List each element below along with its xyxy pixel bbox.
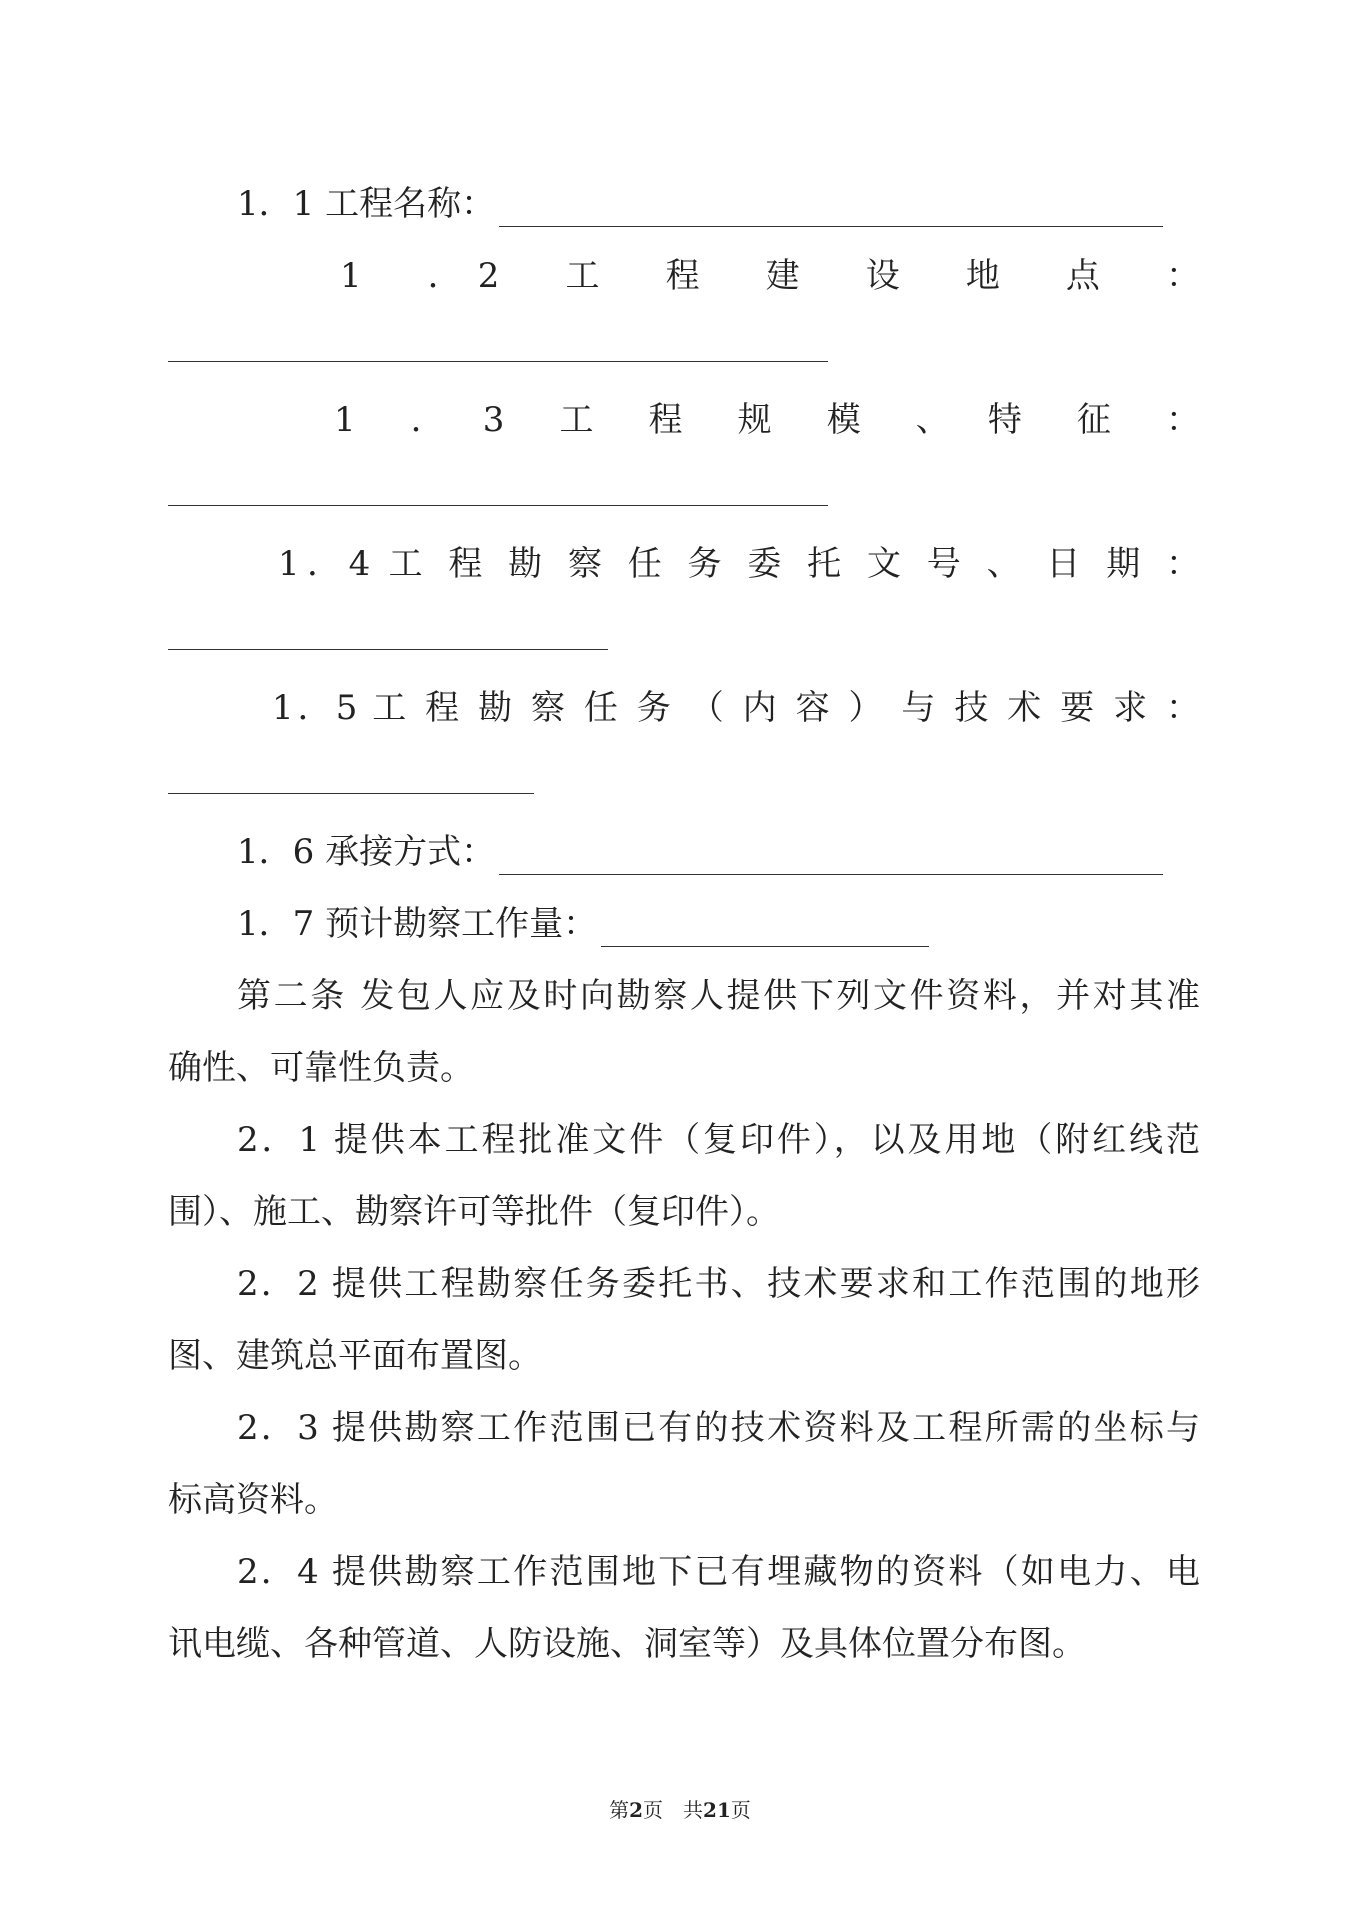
item-1-2: 1 ．2 工 程 建 设 地 点 ： (340, 256, 1200, 296)
item-1-7-label: 1．7 预计勘察工作量： (237, 904, 598, 944)
item-1-5: 1．5 工 程 勘 察 任 务 （ 内 容 ） 与 技 术 要 求 ： (272, 688, 1200, 728)
item-2-3-line-2: 标高资料。 (168, 1480, 338, 1520)
footer-total-prefix: 共 (683, 1798, 704, 1822)
item-1-3: 1 ． 3 工 程 规 模 、 特 征 ： (334, 400, 1200, 440)
item-2-2-line-1: 2．2 提供工程勘察任务委托书、技术要求和工作范围的地形 (237, 1264, 1200, 1304)
item-1-2-blank (168, 361, 828, 362)
footer-total-pages: 21 (703, 1798, 731, 1822)
item-1-6 (237, 829, 1200, 875)
page-footer (0, 1796, 1360, 1824)
item-1-6-label: 1．6 承接方式： (237, 832, 496, 872)
item-1-3-blank (168, 505, 828, 506)
item-1-7-blank (601, 914, 929, 947)
footer-prefix: 第 (609, 1798, 630, 1822)
item-2-4-line-1: 2．4 提供勘察工作范围地下已有埋藏物的资料（如电力、电 (237, 1552, 1200, 1592)
item-1-1-label: 1．1 工程名称： (237, 184, 496, 224)
item-1-4: 1．4 工 程 勘 察 任 务 委 托 文 号 、 日 期 ： (278, 544, 1200, 584)
item-2-1-line-2: 围）、施工、勘察许可等批件（复印件）。 (168, 1192, 780, 1232)
footer-page-suffix: 页 (643, 1798, 664, 1822)
item-1-6-blank (499, 842, 1163, 875)
item-1-4-blank (168, 649, 608, 650)
item-2-2-line-2: 图、建筑总平面布置图。 (168, 1336, 542, 1376)
item-1-1-blank (499, 194, 1163, 227)
item-1-1 (237, 181, 1200, 227)
article-2-line-1: 第二条 发包人应及时向勘察人提供下列文件资料，并对其准 (237, 976, 1200, 1016)
item-2-3-line-1: 2．3 提供勘察工作范围已有的技术资料及工程所需的坐标与 (237, 1408, 1200, 1448)
footer-total-suffix: 页 (730, 1798, 751, 1822)
item-1-5-blank (168, 793, 534, 794)
footer-page-number: 2 (629, 1798, 644, 1822)
item-2-4-line-2: 讯电缆、各种管道、人防设施、洞室等）及具体位置分布图。 (168, 1624, 1086, 1664)
item-1-7 (237, 901, 1200, 947)
item-2-1-line-1: 2．1 提供本工程批准文件（复印件），以及用地（附红线范 (237, 1120, 1200, 1160)
article-2-line-2: 确性、可靠性负责。 (168, 1048, 474, 1088)
